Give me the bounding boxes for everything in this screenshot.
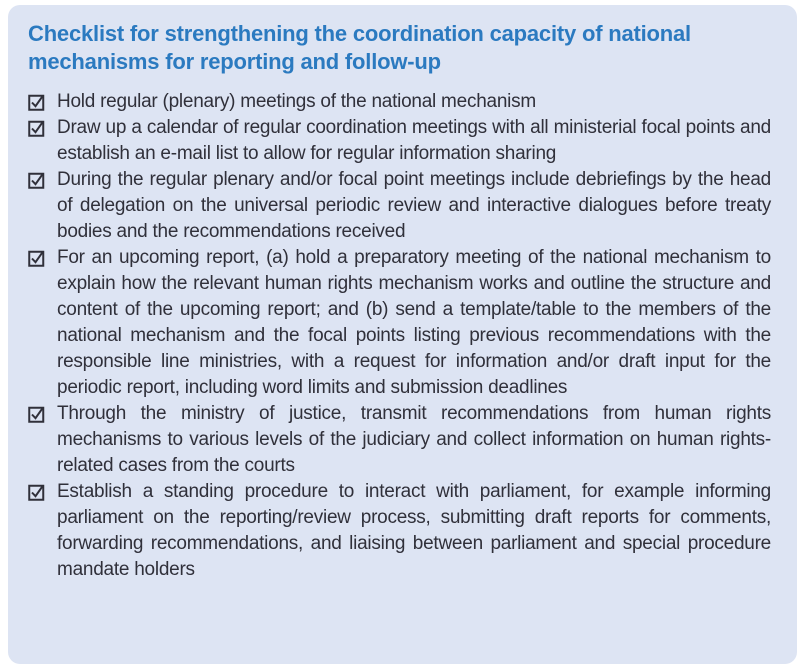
checked-checkbox-icon: [28, 93, 46, 111]
checklist-panel: [8, 5, 797, 664]
checklist-items: [28, 89, 771, 583]
checklist-item: [28, 115, 771, 167]
checklist-item-text: For an upcoming report, (a) hold a preparatory meeting of the national mechanism to explain how the relevant human rights mechanism works and outline the structure and content of the upcoming report; and (b) send a template/table to the members of the national mechanism and the focal points listing previous recommendations with the responsible line ministries, with a request for information and/or draft input for the periodic report, including word limits and submission deadlines: [57, 247, 771, 398]
checklist-item-text: Draw up a calendar of regular coordination meetings with all ministerial focal points and establish an e-mail list to allow for regular information sharing: [57, 117, 771, 164]
checklist-item: [28, 401, 771, 479]
checklist-item-text: Hold regular (plenary) meetings of the national mechanism: [57, 91, 536, 112]
checked-checkbox-icon: [28, 119, 46, 137]
checklist-title: Checklist for strengthening the coordination capacity of national mechanisms for reporting and follow-up: [28, 21, 691, 74]
checked-checkbox-icon: [28, 483, 46, 501]
checklist-item-text: During the regular plenary and/or focal point meetings include debriefings by the head of delegation on the universal periodic review and interactive dialogues before treaty bodies and the recommendations received: [57, 169, 771, 242]
checklist-item: [28, 479, 771, 583]
checklist-item: [28, 245, 771, 401]
checklist-item: [28, 167, 771, 245]
checklist-item: [28, 89, 771, 115]
checklist-item-text: Through the ministry of justice, transmit recommendations from human rights mechanisms to various levels of the judiciary and collect information on human rights-related cases from the courts: [57, 403, 771, 476]
checked-checkbox-icon: [28, 249, 46, 267]
checked-checkbox-icon: [28, 171, 46, 189]
checked-checkbox-icon: [28, 405, 46, 423]
checklist-item-text: Establish a standing procedure to interact with parliament, for example informing parliament on the reporting/review process, submitting draft reports for comments, forwarding recommendations, and liaising between parliament and special procedure mandate holders: [57, 481, 771, 580]
